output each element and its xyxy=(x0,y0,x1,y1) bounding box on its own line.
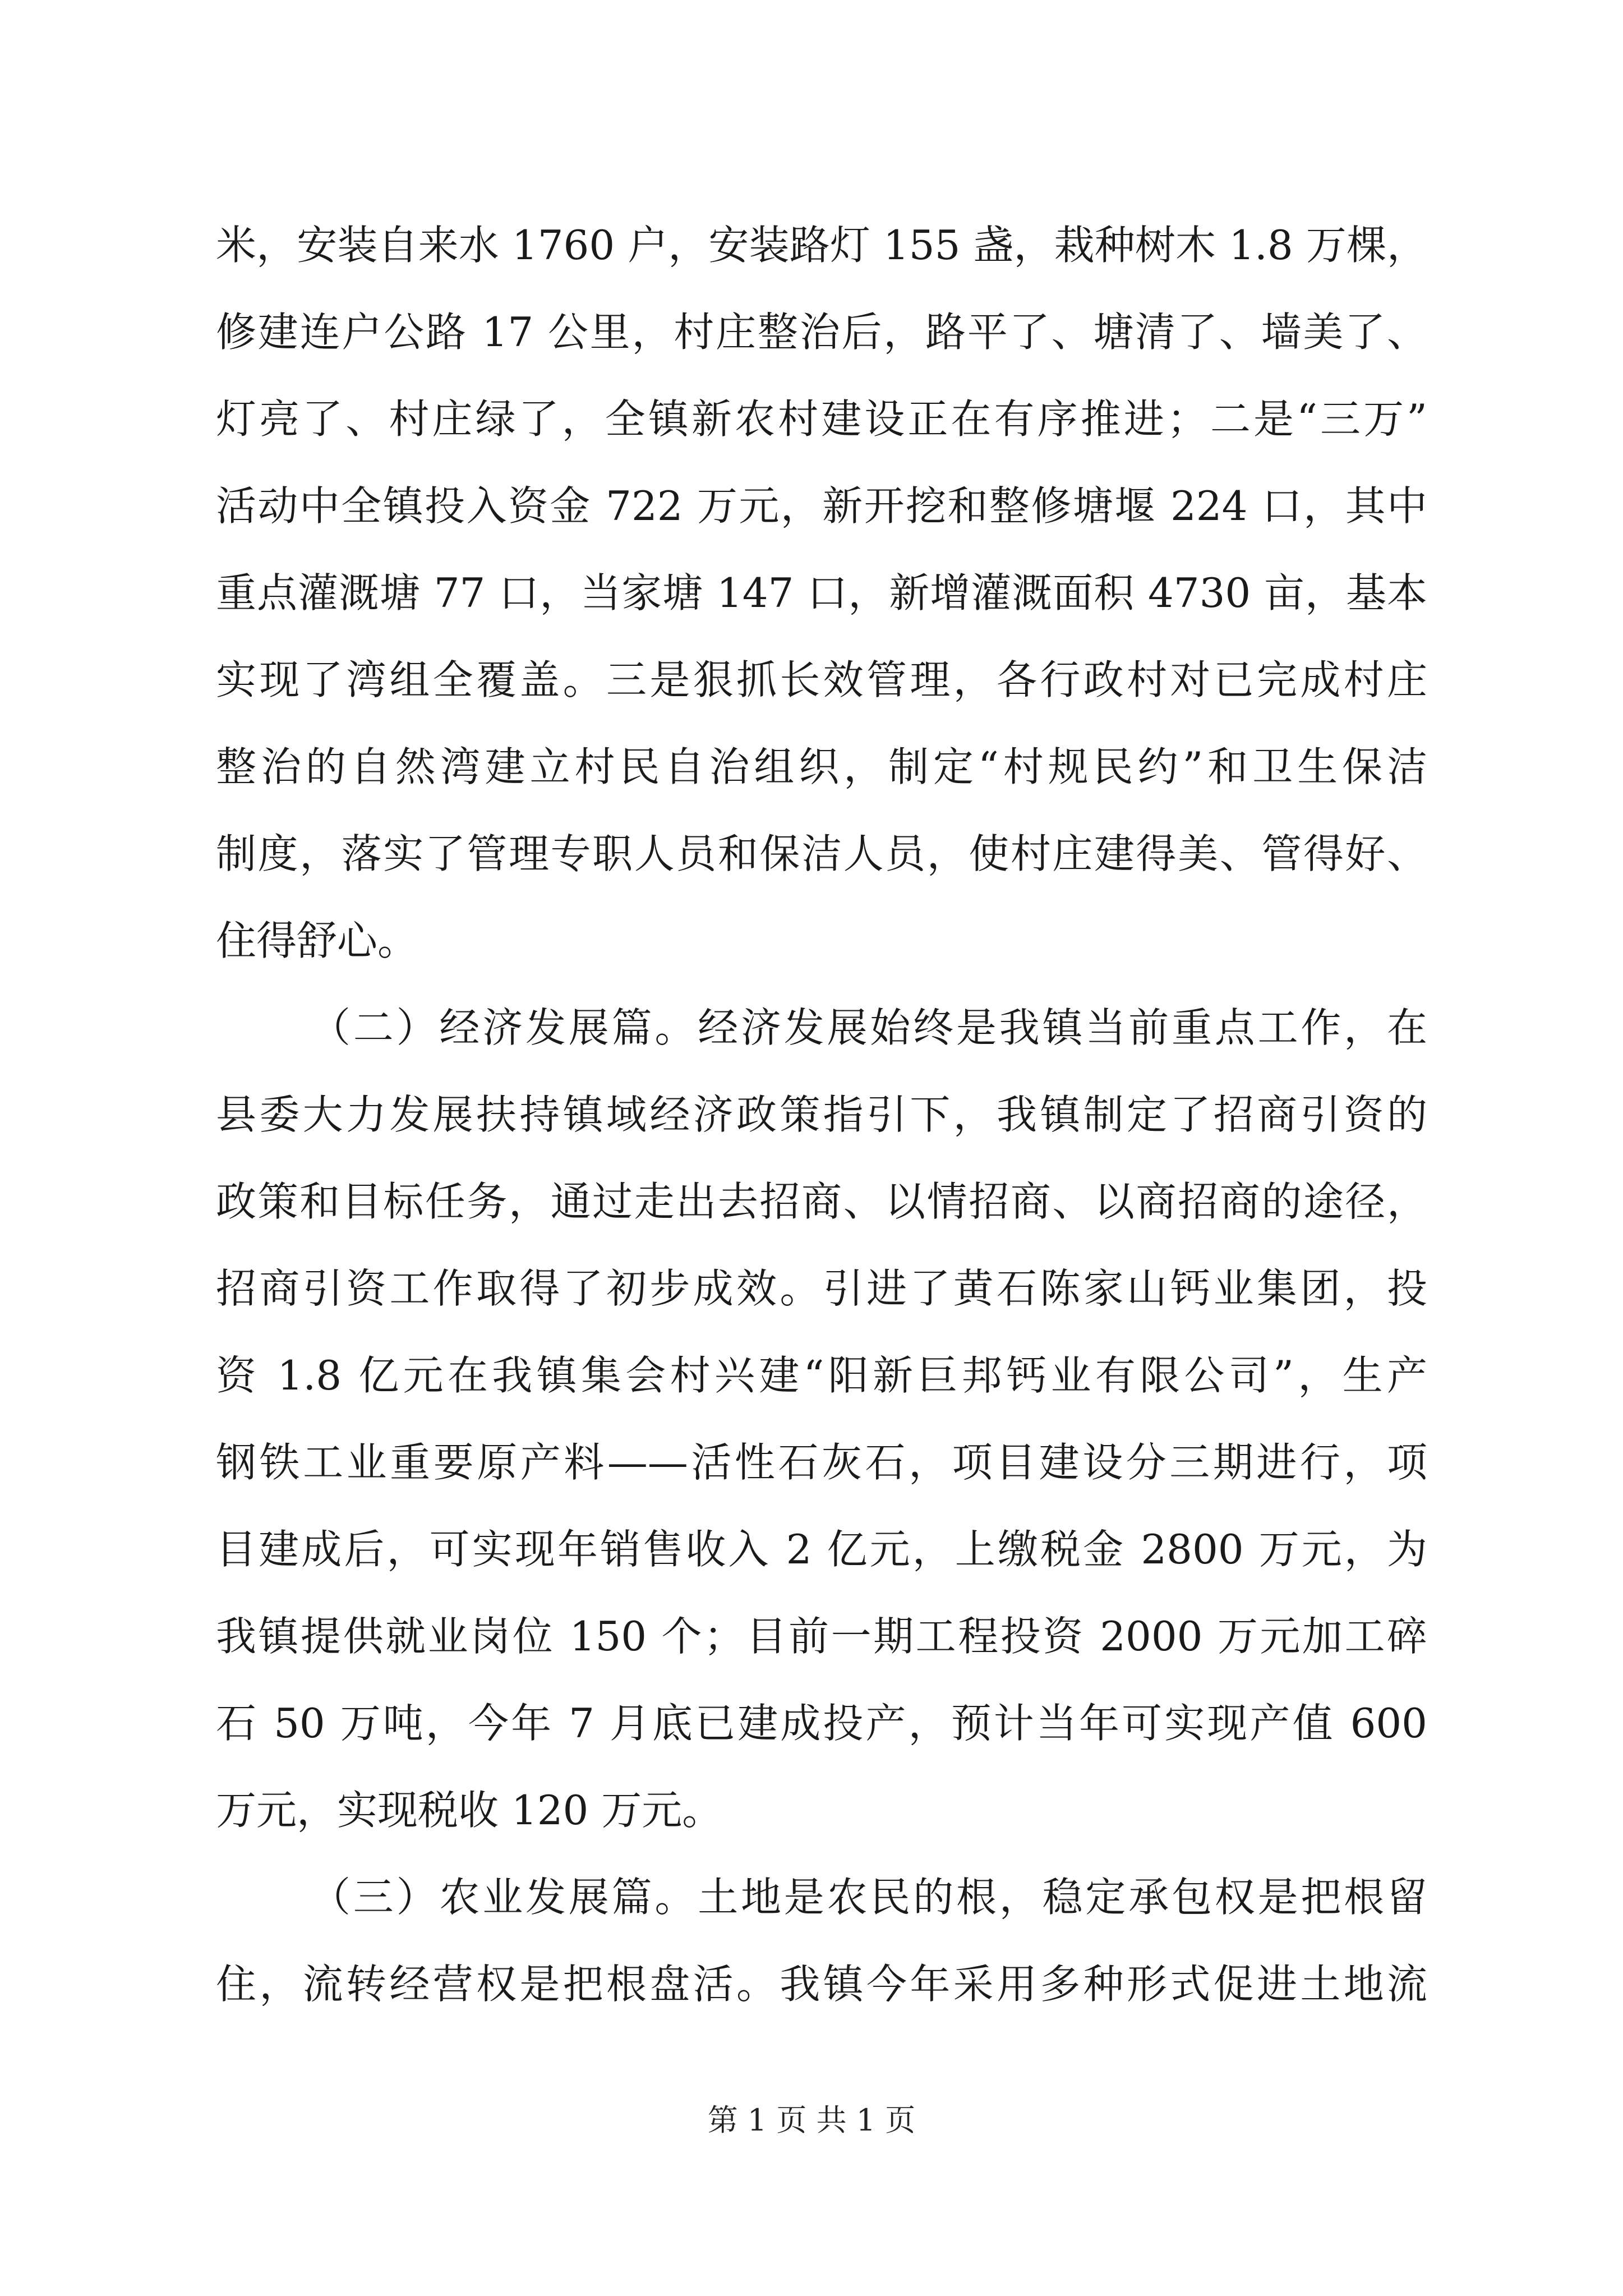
text-line: 米，安装自来水 1760 户，安装路灯 155 盏，栽种树木 1.8 万棵， xyxy=(216,222,1427,269)
text-line: 资 1.8 亿元在我镇集会村兴建“阳新巨邦钙业有限公司”，生产 xyxy=(216,1352,1427,1399)
page-footer: 第 1 页 共 1 页 xyxy=(707,2102,916,2138)
text-line: 实现了湾组全覆盖。三是狠抓长效管理，各行政村对已完成村庄 xyxy=(216,656,1427,703)
document-body xyxy=(216,202,1427,2028)
text-line: 灯亮了、村庄绿了，全镇新农村建设正在有序推进；二是“三万” xyxy=(216,395,1427,443)
text-line: 县委大力发展扶持镇域经济政策指引下，我镇制定了招商引资的 xyxy=(216,1091,1427,1138)
text-line: 目建成后，可实现年销售收入 2 亿元，上缴税金 2800 万元，为 xyxy=(216,1526,1427,1573)
text-line: 钢铁工业重要原产料——活性石灰石，项目建设分三期进行，项 xyxy=(216,1439,1427,1486)
text-line: 制度，落实了管理专职人员和保洁人员，使村庄建得美、管得好、 xyxy=(216,830,1427,877)
text-line: 重点灌溉塘 77 口，当家塘 147 口，新增灌溉面积 4730 亩，基本 xyxy=(216,569,1427,616)
text-line: 住得舒心。 xyxy=(216,917,418,964)
text-line: 石 50 万吨，今年 7 月底已建成投产，预计当年可实现产值 600 xyxy=(216,1700,1427,1747)
text-line: 我镇提供就业岗位 150 个；目前一期工程投资 2000 万元加工碎 xyxy=(216,1613,1427,1660)
text-line: 修建连户公路 17 公里，村庄整治后，路平了、塘清了、墙美了、 xyxy=(216,309,1427,356)
text-line: （三）农业发展篇。土地是农民的根，稳定承包权是把根留 xyxy=(310,1874,1427,1921)
text-line: 政策和目标任务，通过走出去招商、以情招商、以商招商的途径， xyxy=(216,1178,1427,1225)
text-line: 活动中全镇投入资金 722 万元，新开挖和整修塘堰 224 口，其中 xyxy=(216,482,1427,530)
text-line: 住，流转经营权是把根盘活。我镇今年采用多种形式促进土地流 xyxy=(216,1961,1427,2008)
text-line: 整治的自然湾建立村民自治组织，制定“村规民约”和卫生保洁 xyxy=(216,743,1427,790)
text-line: 万元，实现税收 120 万元。 xyxy=(216,1787,723,1834)
text-line: 招商引资工作取得了初步成效。引进了黄石陈家山钙业集团，投 xyxy=(216,1265,1427,1312)
text-line: （二）经济发展篇。经济发展始终是我镇当前重点工作，在 xyxy=(310,1004,1427,1051)
